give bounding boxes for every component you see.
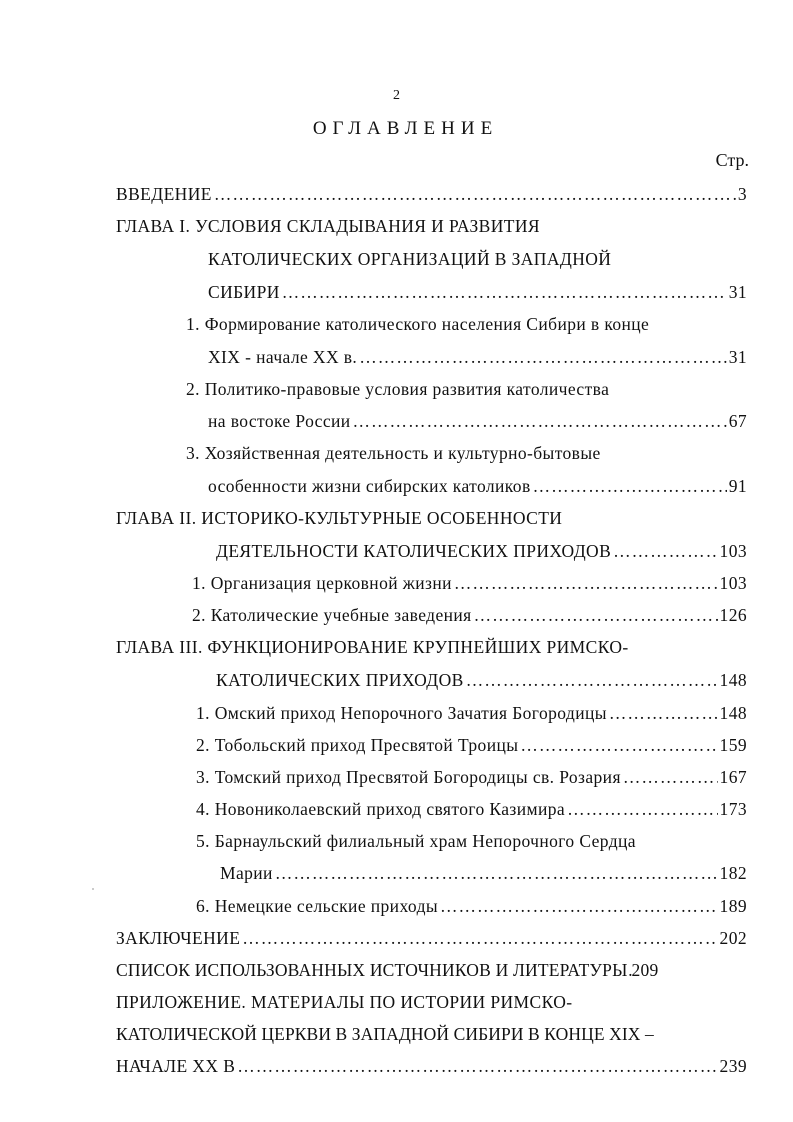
pages-column-header: Стр. [715, 150, 749, 170]
toc-entry-chapter-1[interactable] [208, 281, 747, 303]
toc-page-number: 31 [728, 282, 747, 302]
dot-leader [214, 183, 736, 205]
toc-section-1-3-title[interactable]: 3. Хозяйственная деятельность и культурно-бытовые [186, 443, 601, 463]
toc-page-number: 173 [719, 799, 747, 819]
dot-leader [282, 281, 727, 303]
toc-entry-title: ЗАКЛЮЧЕНИЕ [116, 928, 241, 948]
toc-entry-title: СИБИРИ [208, 282, 280, 302]
dot-leader [359, 346, 726, 368]
toc-chapter-3-title[interactable]: ГЛАВА III. ФУНКЦИОНИРОВАНИЕ КРУПНЕЙШИХ РИМСКО- [116, 637, 629, 657]
toc-page-number: 67 [728, 411, 747, 431]
dot-leader [533, 475, 727, 497]
toc-entry-title: 4. Новониколаевский приход святого Казимира [196, 799, 566, 819]
toc-page-number: 202 [719, 928, 747, 948]
toc-entry-section-3-1[interactable] [196, 702, 747, 724]
toc-entry-section-3-5[interactable] [220, 862, 747, 884]
toc-entry-title: особенности жизни сибирских католиков [208, 476, 531, 496]
toc-entry-title: 2. Тобольский приход Пресвятой Троицы [196, 735, 519, 755]
dot-leader [520, 734, 717, 756]
toc-page-number: 3 [737, 184, 747, 204]
toc-entry-sources[interactable] [116, 959, 747, 981]
dot-leader [474, 604, 718, 626]
toc-section-1-1-title[interactable]: 1. Формирование католического населения Сибири в конце [186, 314, 650, 334]
dot-leader [454, 572, 718, 594]
toc-entry-section-2-1[interactable] [192, 572, 747, 594]
toc-page-number: 182 [719, 863, 747, 883]
toc-page-number: 159 [719, 735, 747, 755]
toc-page-number: 91 [728, 476, 747, 496]
toc-entry-intro[interactable] [116, 183, 747, 205]
toc-entry-section-3-6[interactable] [196, 895, 747, 917]
page-title: ОГЛАВЛЕНИЕ [312, 118, 499, 139]
toc-entry-title: XIX - начале XX в. [208, 347, 358, 367]
toc-entry-title: НАЧАЛЕ XX В [116, 1056, 236, 1076]
toc-entry-section-1-2[interactable] [208, 410, 747, 432]
dot-leader [242, 927, 717, 949]
dot-leader [237, 1055, 717, 1077]
toc-entry-section-1-3[interactable] [208, 475, 747, 497]
toc-section-3-5-title[interactable]: 5. Барнаульский филиальный храм Непорочного Сердца [196, 831, 636, 851]
toc-chapter-2-title[interactable]: ГЛАВА II. ИСТОРИКО-КУЛЬТУРНЫЕ ОСОБЕННОСТИ [116, 508, 563, 528]
toc-page-number: 209 [631, 960, 659, 980]
dot-leader [275, 862, 718, 884]
toc-entry-title: 2. Католические учебные заведения [192, 605, 472, 625]
toc-page-number: 103 [719, 573, 747, 593]
toc-page-number: 148 [719, 703, 747, 723]
toc-entry-chapter-2[interactable] [216, 540, 747, 562]
dot-leader [353, 410, 727, 432]
toc-entry-title: ДЕЯТЕЛЬНОСТИ КАТОЛИЧЕСКИХ ПРИХОДОВ [216, 541, 612, 561]
toc-entry-chapter-3[interactable] [216, 669, 747, 691]
toc-section-1-2-title[interactable]: 2. Политико-правовые условия развития католичества [186, 379, 610, 399]
toc-page-number: 189 [719, 896, 747, 916]
toc-entry-title: 3. Томский приход Пресвятой Богородицы св. Розария [196, 767, 621, 787]
toc-entry-title: 1. Организация церковной жизни [192, 573, 452, 593]
dot-leader [613, 540, 717, 562]
toc-entry-title: 6. Немецкие сельские приходы [196, 896, 439, 916]
page-number: 2 [393, 88, 400, 103]
toc-chapter-1-title[interactable]: ГЛАВА I. УСЛОВИЯ СКЛАДЫВАНИЯ И РАЗВИТИЯ [116, 216, 540, 236]
dot-leader [609, 702, 718, 724]
dot-leader [466, 669, 718, 691]
toc-page-number: 31 [728, 347, 747, 367]
toc-entry-section-3-3[interactable] [196, 766, 747, 788]
toc-page-number: 126 [719, 605, 747, 625]
toc-entry-title: Марии [220, 863, 273, 883]
toc-page-number: 239 [719, 1056, 747, 1076]
toc-entry-conclusion[interactable] [116, 927, 747, 949]
toc-entry-title: КАТОЛИЧЕСКИХ ПРИХОДОВ [216, 670, 464, 690]
toc-page-number: 167 [719, 767, 747, 787]
scan-speck [92, 888, 94, 890]
toc-entry-section-1-1[interactable] [208, 346, 747, 368]
toc-entry-appendix[interactable] [116, 1055, 747, 1077]
toc-chapter-1-title-cont[interactable]: КАТОЛИЧЕСКИХ ОРГАНИЗАЦИЙ В ЗАПАДНОЙ [208, 249, 612, 269]
dot-leader [567, 798, 717, 820]
toc-entry-section-3-2[interactable] [196, 734, 747, 756]
toc-entry-title: СПИСОК ИСПОЛЬЗОВАННЫХ ИСТОЧНИКОВ И ЛИТЕРАТУРЫ [116, 960, 628, 980]
toc-entry-section-3-4[interactable] [196, 798, 747, 820]
toc-appendix-title-cont[interactable]: КАТОЛИЧЕСКОЙ ЦЕРКВИ В ЗАПАДНОЙ СИБИРИ В КОНЦЕ XIX – [116, 1024, 654, 1044]
toc-entry-section-2-2[interactable] [192, 604, 747, 626]
toc-entry-title: 1. Омский приход Непорочного Зачатия Богородицы [196, 703, 607, 723]
toc-page-number: 103 [719, 541, 747, 561]
toc-entry-title: на востоке России [208, 411, 351, 431]
toc-appendix-title[interactable]: ПРИЛОЖЕНИЕ. МАТЕРИАЛЫ ПО ИСТОРИИ РИМСКО- [116, 992, 573, 1012]
toc-entry-title: ВВЕДЕНИЕ [116, 184, 212, 204]
dot-leader [623, 766, 718, 788]
dot-leader [440, 895, 718, 917]
toc-page-number: 148 [719, 670, 747, 690]
